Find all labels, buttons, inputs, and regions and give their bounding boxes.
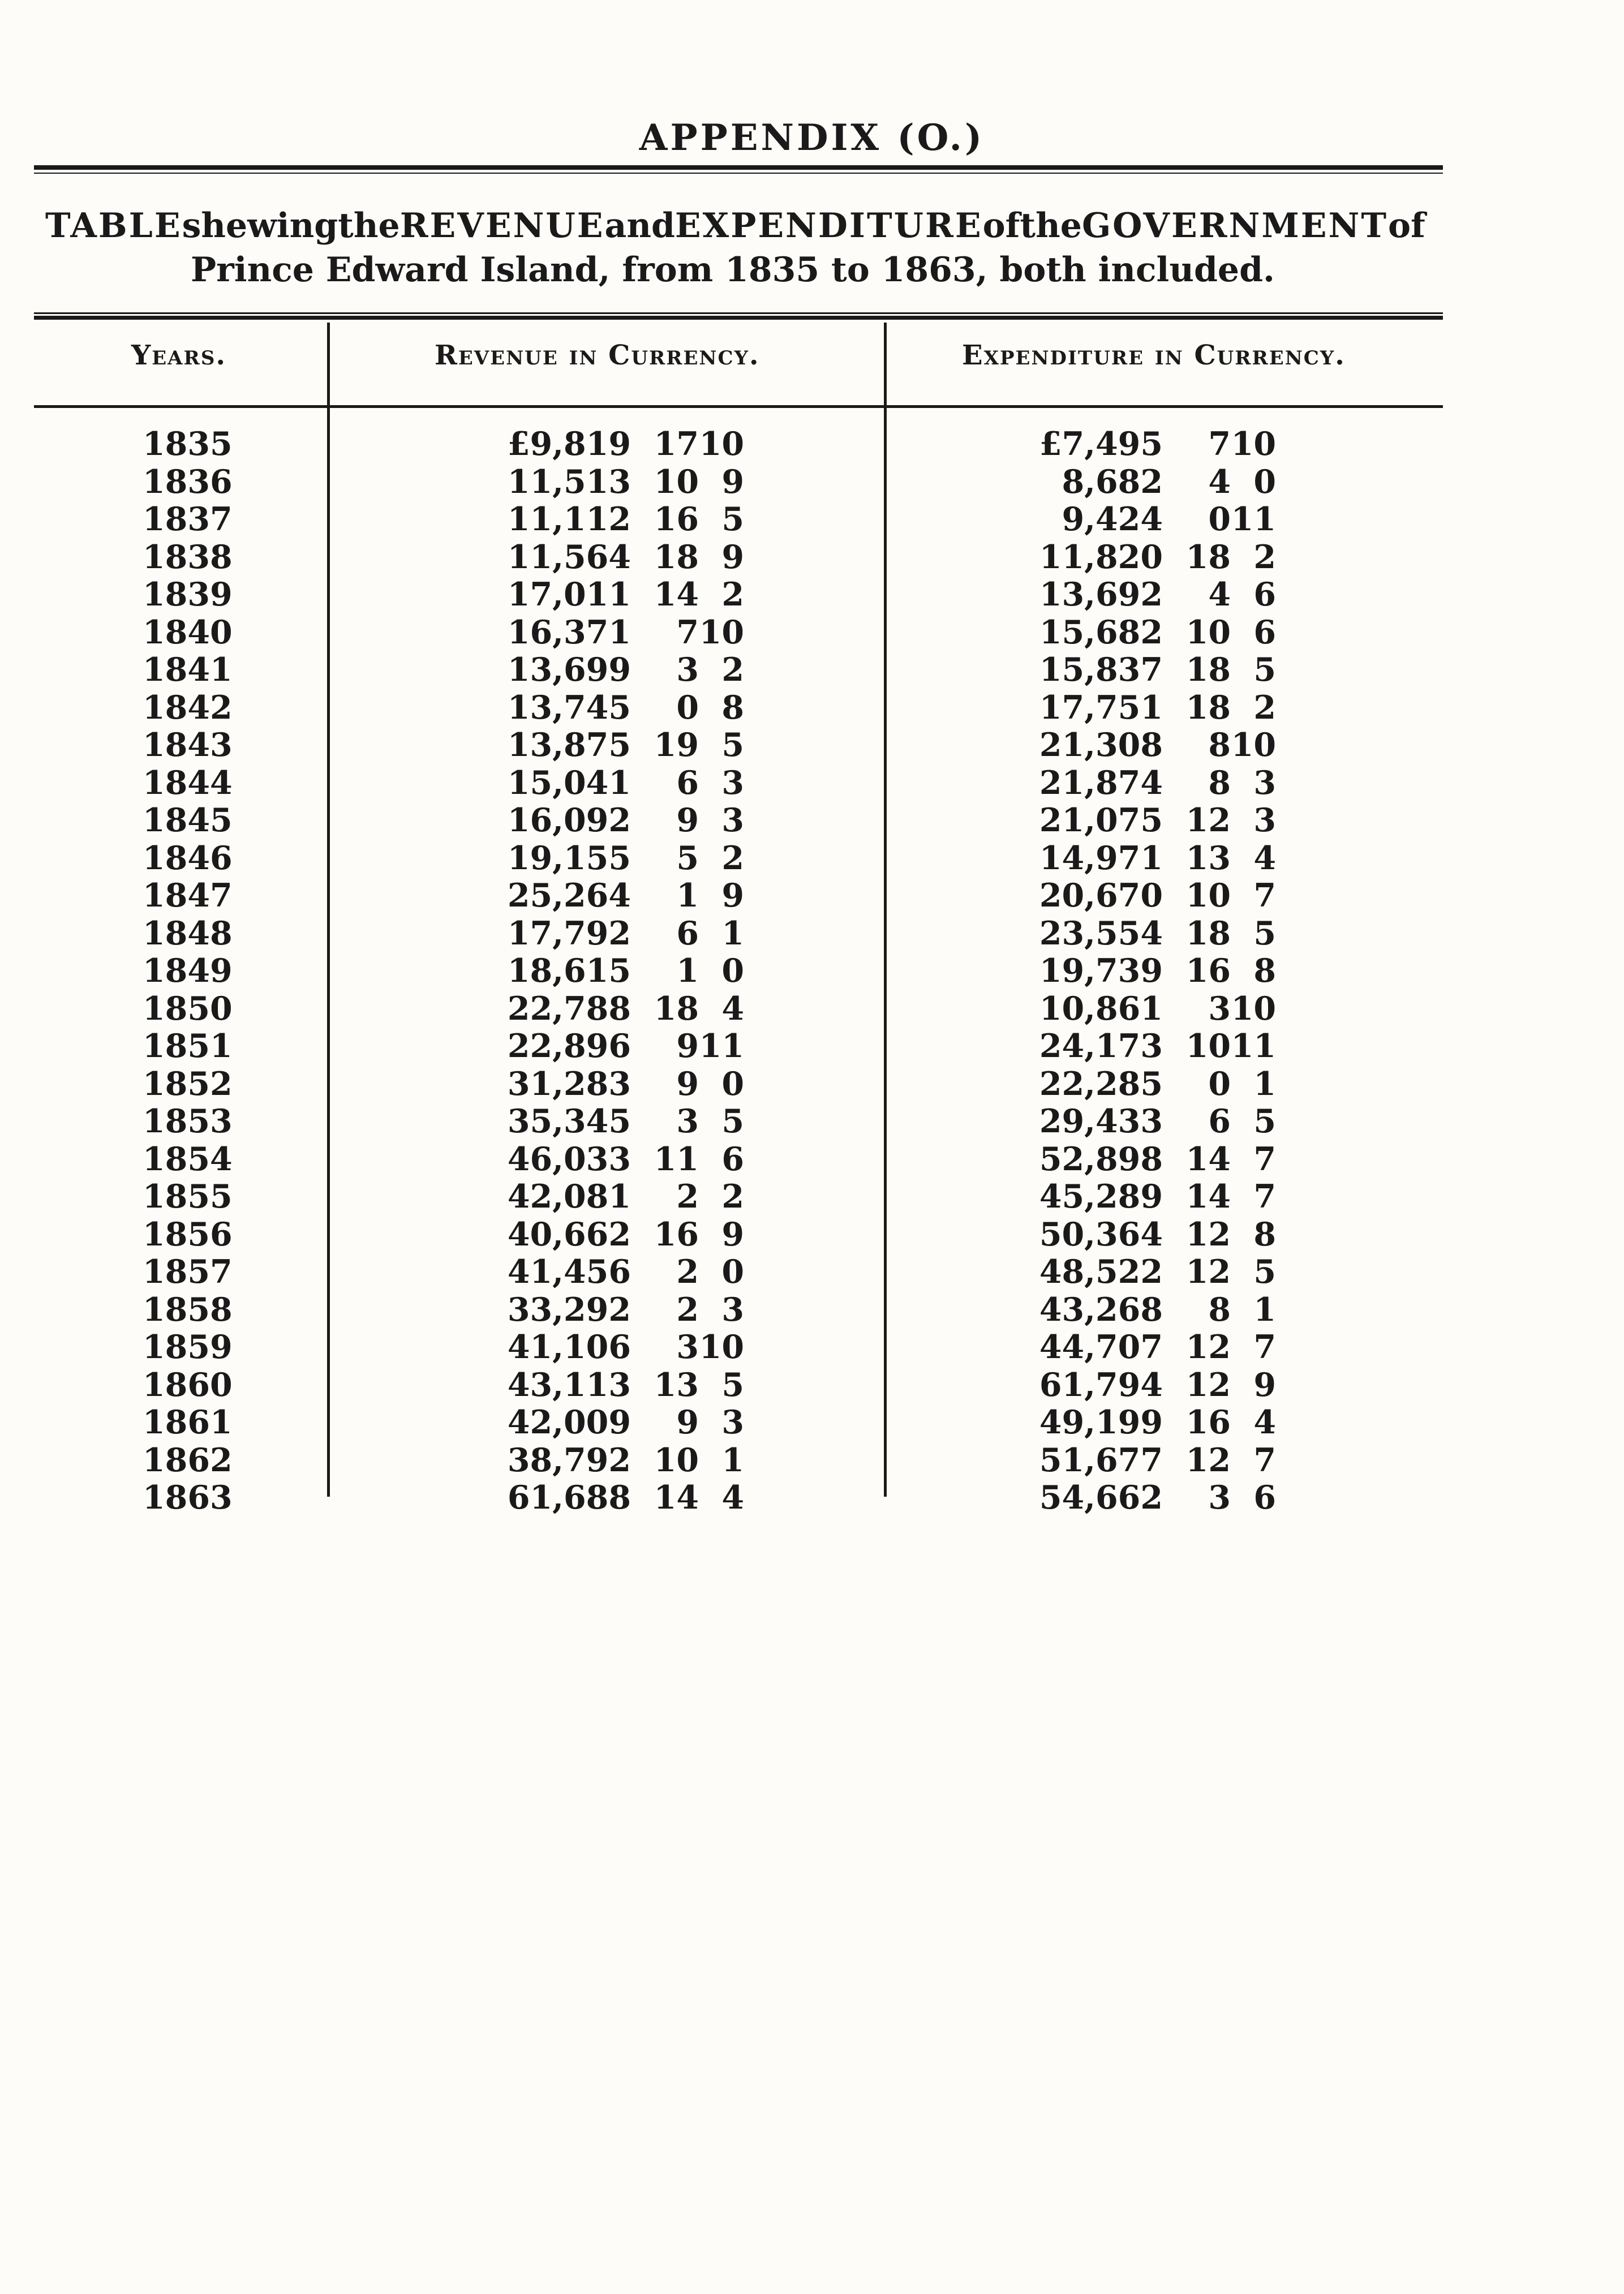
revenue-cell-shillings: 16 bbox=[654, 500, 699, 538]
expenditure-cell-pence: 10 bbox=[1231, 989, 1276, 1028]
year-cell: 1843 bbox=[143, 726, 233, 764]
expenditure-cell bbox=[1030, 1066, 1276, 1103]
revenue-cell bbox=[498, 952, 744, 990]
column-divider-1 bbox=[327, 323, 330, 1497]
expenditure-cell bbox=[1030, 1329, 1276, 1367]
year-cell: 1855 bbox=[143, 1178, 233, 1215]
revenue-cell-pence: 3 bbox=[721, 1403, 744, 1441]
revenue-cell bbox=[498, 426, 744, 463]
year-cell: 1847 bbox=[143, 877, 233, 914]
column-divider-2 bbox=[884, 323, 887, 1497]
revenue-cell-pounds: £9,819 bbox=[507, 425, 631, 463]
expenditure-cell bbox=[1030, 840, 1276, 878]
expenditure-cell-pounds: 44,707 bbox=[1039, 1328, 1163, 1366]
expenditure-cell bbox=[1030, 1253, 1276, 1291]
expenditure-cell-pence: 5 bbox=[1253, 914, 1276, 952]
expenditure-cell-shillings: 8 bbox=[1208, 1290, 1231, 1329]
revenue-cell-pence: 9 bbox=[721, 538, 744, 576]
year-cell: 1835 bbox=[143, 425, 233, 463]
expenditure-cell-pence: 5 bbox=[1253, 1102, 1276, 1140]
expenditure-cell-pounds: 9,424 bbox=[1062, 500, 1163, 538]
expenditure-cell bbox=[1030, 1442, 1276, 1480]
revenue-cell-shillings: 2 bbox=[676, 1253, 699, 1291]
expenditure-cell-pounds: 21,075 bbox=[1039, 801, 1163, 839]
expenditure-cell bbox=[1030, 1141, 1276, 1179]
revenue-cell-pounds: 17,011 bbox=[507, 575, 631, 613]
revenue-cell-shillings: 6 bbox=[676, 914, 699, 952]
expenditure-cell-shillings: 16 bbox=[1185, 952, 1231, 990]
expenditure-cell-pounds: 43,268 bbox=[1039, 1290, 1163, 1329]
expenditure-cell-shillings: 8 bbox=[1208, 763, 1231, 802]
expenditure-cell bbox=[1030, 990, 1276, 1028]
revenue-cell bbox=[498, 764, 744, 802]
expenditure-cell bbox=[1030, 764, 1276, 802]
year-cell: 1856 bbox=[143, 1215, 233, 1253]
expenditure-cell-pounds: 23,554 bbox=[1039, 914, 1163, 952]
revenue-cell-pence: 3 bbox=[721, 1290, 744, 1329]
revenue-cell bbox=[498, 990, 744, 1028]
header-rule bbox=[34, 405, 1443, 408]
title-line-1 bbox=[45, 204, 1425, 248]
expenditure-cell-shillings: 12 bbox=[1185, 1365, 1231, 1404]
expenditure-cell bbox=[1030, 689, 1276, 727]
revenue-cell-shillings: 14 bbox=[654, 575, 699, 613]
expenditure-cell-pence: 8 bbox=[1253, 952, 1276, 990]
revenue-cell-pounds: 13,875 bbox=[507, 726, 631, 764]
expenditure-cell-shillings: 7 bbox=[1208, 425, 1231, 463]
revenue-cell-pence: 5 bbox=[721, 1365, 744, 1404]
expenditure-cell-pence: 10 bbox=[1231, 726, 1276, 764]
expenditure-cell-pounds: 21,308 bbox=[1039, 726, 1163, 764]
revenue-cell-pounds: 46,033 bbox=[507, 1140, 631, 1178]
expenditure-cell-pounds: 17,751 bbox=[1039, 688, 1163, 727]
expenditure-cell-pounds: 8,682 bbox=[1062, 462, 1163, 501]
expenditure-cell-pence: 7 bbox=[1253, 1441, 1276, 1479]
expenditure-cell-pence: 2 bbox=[1253, 688, 1276, 727]
expenditure-cell bbox=[1030, 614, 1276, 652]
title-line-2: Prince Edward Island, from 1835 to 1863, both included. bbox=[191, 250, 1275, 290]
revenue-cell bbox=[498, 1028, 744, 1066]
year-cell: 1863 bbox=[143, 1479, 233, 1517]
revenue-cell-pounds: 43,113 bbox=[507, 1365, 631, 1404]
year-cell: 1862 bbox=[143, 1441, 233, 1479]
expenditure-cell-pounds: 61,794 bbox=[1039, 1365, 1163, 1404]
expenditure-cell bbox=[1030, 1028, 1276, 1066]
expenditure-cell-pounds: 15,837 bbox=[1039, 651, 1163, 689]
title-word: of bbox=[1388, 206, 1425, 246]
revenue-cell bbox=[498, 1066, 744, 1103]
revenue-cell-pounds: 31,283 bbox=[507, 1064, 631, 1103]
expenditure-cell-shillings: 12 bbox=[1185, 1328, 1231, 1366]
revenue-cell-pence: 11 bbox=[699, 1027, 744, 1065]
revenue-cell-pounds: 42,009 bbox=[507, 1403, 631, 1441]
revenue-cell bbox=[498, 1329, 744, 1367]
expenditure-cell-pence: 8 bbox=[1253, 1215, 1276, 1253]
expenditure-cell bbox=[1030, 877, 1276, 915]
expenditure-cell bbox=[1030, 1404, 1276, 1442]
revenue-cell-shillings: 13 bbox=[654, 1365, 699, 1404]
expenditure-cell-pence: 9 bbox=[1253, 1365, 1276, 1404]
revenue-cell-shillings: 14 bbox=[654, 1479, 699, 1517]
expenditure-cell-shillings: 18 bbox=[1185, 651, 1231, 689]
revenue-cell-pounds: 16,371 bbox=[507, 613, 631, 651]
expenditure-cell-shillings: 12 bbox=[1185, 801, 1231, 839]
expenditure-cell-pounds: 24,173 bbox=[1039, 1027, 1163, 1065]
expenditure-cell-pence: 11 bbox=[1231, 1027, 1276, 1065]
revenue-cell-pence: 3 bbox=[721, 801, 744, 839]
revenue-cell-pounds: 11,112 bbox=[507, 500, 631, 538]
revenue-cell bbox=[498, 539, 744, 577]
header-revenue: Revenue in Currency. bbox=[435, 340, 760, 371]
revenue-cell bbox=[498, 501, 744, 539]
revenue-cell bbox=[498, 1404, 744, 1442]
revenue-cell bbox=[498, 614, 744, 652]
expenditure-cell-shillings: 10 bbox=[1185, 613, 1231, 651]
top-rule-thick bbox=[34, 165, 1443, 170]
revenue-cell bbox=[498, 1291, 744, 1329]
revenue-cell-pence: 3 bbox=[721, 763, 744, 802]
expenditure-cell bbox=[1030, 651, 1276, 689]
revenue-cell bbox=[498, 1479, 744, 1517]
expenditure-cell-pounds: 54,662 bbox=[1039, 1479, 1163, 1517]
year-cell: 1860 bbox=[143, 1365, 233, 1404]
revenue-cell-pence: 5 bbox=[721, 500, 744, 538]
expenditure-cell-shillings: 18 bbox=[1185, 688, 1231, 727]
expenditure-cell-shillings: 3 bbox=[1208, 989, 1231, 1028]
revenue-cell-shillings: 9 bbox=[676, 1027, 699, 1065]
expenditure-cell-shillings: 18 bbox=[1185, 914, 1231, 952]
expenditure-cell-shillings: 14 bbox=[1185, 1178, 1231, 1215]
expenditure-cell-pounds: 15,682 bbox=[1039, 613, 1163, 651]
expenditure-cell-pence: 7 bbox=[1253, 1140, 1276, 1178]
revenue-cell bbox=[498, 840, 744, 878]
revenue-cell-pounds: 16,092 bbox=[507, 801, 631, 839]
year-cell: 1861 bbox=[143, 1403, 233, 1441]
revenue-cell-pence: 9 bbox=[721, 877, 744, 914]
expenditure-cell bbox=[1030, 952, 1276, 990]
revenue-cell-pence: 2 bbox=[721, 1178, 744, 1215]
expenditure-cell-pounds: 20,670 bbox=[1039, 877, 1163, 914]
revenue-cell-pence: 0 bbox=[721, 1253, 744, 1291]
year-cell: 1858 bbox=[143, 1290, 233, 1329]
expenditure-cell bbox=[1030, 463, 1276, 501]
expenditure-cell-pounds: 21,874 bbox=[1039, 763, 1163, 802]
revenue-cell bbox=[498, 1178, 744, 1216]
revenue-cell bbox=[498, 1141, 744, 1179]
revenue-cell bbox=[498, 651, 744, 689]
header-expenditure: Expenditure in Currency. bbox=[962, 340, 1346, 371]
revenue-cell-pounds: 13,745 bbox=[507, 688, 631, 727]
revenue-cell-pounds: 15,041 bbox=[507, 763, 631, 802]
appendix-heading: APPENDIX (O.) bbox=[639, 117, 985, 159]
revenue-cell-pence: 1 bbox=[721, 1441, 744, 1479]
year-cell: 1852 bbox=[143, 1064, 233, 1103]
year-cell: 1842 bbox=[143, 688, 233, 727]
expenditure-cell-shillings: 12 bbox=[1185, 1253, 1231, 1291]
revenue-cell-pence: 1 bbox=[721, 914, 744, 952]
revenue-cell-pounds: 13,699 bbox=[507, 651, 631, 689]
revenue-cell-shillings: 19 bbox=[654, 726, 699, 764]
expenditure-cell-pounds: 14,971 bbox=[1039, 839, 1163, 877]
revenue-cell-pounds: 17,792 bbox=[507, 914, 631, 952]
revenue-cell-shillings: 0 bbox=[676, 688, 699, 727]
revenue-cell-shillings: 17 bbox=[654, 425, 699, 463]
expenditure-cell bbox=[1030, 1291, 1276, 1329]
revenue-cell-pounds: 22,896 bbox=[507, 1027, 631, 1065]
expenditure-cell-pence: 7 bbox=[1253, 1178, 1276, 1215]
expenditure-cell-shillings: 18 bbox=[1185, 538, 1231, 576]
expenditure-cell-shillings: 12 bbox=[1185, 1215, 1231, 1253]
expenditure-cell-pence: 4 bbox=[1253, 839, 1276, 877]
revenue-cell-pounds: 18,615 bbox=[507, 952, 631, 990]
year-cell: 1838 bbox=[143, 538, 233, 576]
expenditure-cell-pounds: 49,199 bbox=[1039, 1403, 1163, 1441]
revenue-cell-shillings: 6 bbox=[676, 763, 699, 802]
expenditure-cell-pounds: 51,677 bbox=[1039, 1441, 1163, 1479]
revenue-cell-shillings: 3 bbox=[676, 1102, 699, 1140]
expenditure-cell-shillings: 4 bbox=[1208, 575, 1231, 613]
revenue-cell-pence: 5 bbox=[721, 726, 744, 764]
expenditure-cell-pence: 5 bbox=[1253, 1253, 1276, 1291]
expenditure-cell-shillings: 6 bbox=[1208, 1102, 1231, 1140]
expenditure-cell bbox=[1030, 576, 1276, 614]
revenue-cell-pence: 2 bbox=[721, 839, 744, 877]
title-word: EXPENDITURE bbox=[674, 206, 983, 246]
expenditure-cell-shillings: 0 bbox=[1208, 1064, 1231, 1103]
expenditure-column bbox=[1030, 426, 1276, 1517]
revenue-cell-pounds: 41,456 bbox=[507, 1253, 631, 1291]
expenditure-cell-shillings: 0 bbox=[1208, 500, 1231, 538]
revenue-cell-pounds: 42,081 bbox=[507, 1178, 631, 1215]
revenue-cell-shillings: 16 bbox=[654, 1215, 699, 1253]
revenue-cell-pence: 5 bbox=[721, 1102, 744, 1140]
expenditure-cell-pounds: 11,820 bbox=[1039, 538, 1163, 576]
revenue-cell-pence: 8 bbox=[721, 688, 744, 727]
revenue-cell-pence: 2 bbox=[721, 575, 744, 613]
revenue-cell-pounds: 11,513 bbox=[507, 462, 631, 501]
revenue-cell-pounds: 11,564 bbox=[507, 538, 631, 576]
title-word: and bbox=[604, 206, 675, 246]
revenue-cell-pounds: 61,688 bbox=[507, 1479, 631, 1517]
expenditure-cell-shillings: 10 bbox=[1185, 877, 1231, 914]
expenditure-cell-pounds: 13,692 bbox=[1039, 575, 1163, 613]
revenue-cell bbox=[498, 576, 744, 614]
revenue-cell bbox=[498, 1442, 744, 1480]
year-cell: 1851 bbox=[143, 1027, 233, 1065]
revenue-cell-pence: 10 bbox=[699, 613, 744, 651]
expenditure-cell-shillings: 10 bbox=[1185, 1027, 1231, 1065]
expenditure-cell bbox=[1030, 1103, 1276, 1141]
revenue-cell bbox=[498, 802, 744, 840]
revenue-cell-pence: 10 bbox=[699, 425, 744, 463]
expenditure-cell-pence: 6 bbox=[1253, 575, 1276, 613]
expenditure-cell bbox=[1030, 501, 1276, 539]
expenditure-cell-pounds: 10,861 bbox=[1039, 989, 1163, 1028]
revenue-cell-pence: 9 bbox=[721, 1215, 744, 1253]
year-cell: 1859 bbox=[143, 1328, 233, 1366]
expenditure-cell bbox=[1030, 1367, 1276, 1404]
expenditure-cell-pence: 5 bbox=[1253, 651, 1276, 689]
revenue-cell bbox=[498, 463, 744, 501]
expenditure-cell-shillings: 13 bbox=[1185, 839, 1231, 877]
revenue-cell-shillings: 10 bbox=[654, 1441, 699, 1479]
table-title bbox=[45, 204, 1425, 292]
expenditure-cell-pence: 0 bbox=[1253, 462, 1276, 501]
expenditure-cell-pence: 6 bbox=[1253, 1479, 1276, 1517]
expenditure-cell-pence: 4 bbox=[1253, 1403, 1276, 1441]
revenue-cell bbox=[498, 915, 744, 953]
year-cell: 1837 bbox=[143, 500, 233, 538]
expenditure-cell-pounds: 52,898 bbox=[1039, 1140, 1163, 1178]
expenditure-cell-pounds: £7,495 bbox=[1039, 425, 1163, 463]
revenue-cell-pence: 9 bbox=[721, 462, 744, 501]
revenue-cell-shillings: 3 bbox=[676, 651, 699, 689]
expenditure-cell-pounds: 48,522 bbox=[1039, 1253, 1163, 1291]
revenue-cell-shillings: 11 bbox=[654, 1140, 699, 1178]
expenditure-cell bbox=[1030, 1479, 1276, 1517]
revenue-cell-shillings: 18 bbox=[654, 989, 699, 1028]
revenue-cell-shillings: 2 bbox=[676, 1178, 699, 1215]
expenditure-cell bbox=[1030, 915, 1276, 953]
years-column bbox=[143, 426, 256, 1517]
year-cell: 1836 bbox=[143, 462, 233, 501]
expenditure-cell-pence: 1 bbox=[1253, 1064, 1276, 1103]
revenue-cell-shillings: 7 bbox=[676, 613, 699, 651]
header-years: Years. bbox=[131, 340, 227, 371]
expenditure-cell-pence: 3 bbox=[1253, 763, 1276, 802]
revenue-cell-pence: 4 bbox=[721, 989, 744, 1028]
year-cell: 1850 bbox=[143, 989, 233, 1028]
revenue-cell-pounds: 35,345 bbox=[507, 1102, 631, 1140]
title-rule-top bbox=[34, 312, 1443, 314]
title-rule-bottom bbox=[34, 316, 1443, 320]
top-rule-thin bbox=[34, 173, 1443, 174]
revenue-cell bbox=[498, 877, 744, 915]
revenue-cell-shillings: 1 bbox=[676, 877, 699, 914]
revenue-cell-pounds: 40,662 bbox=[507, 1215, 631, 1253]
expenditure-cell-pounds: 19,739 bbox=[1039, 952, 1163, 990]
revenue-cell-shillings: 2 bbox=[676, 1290, 699, 1329]
expenditure-cell bbox=[1030, 539, 1276, 577]
revenue-cell-pounds: 22,788 bbox=[507, 989, 631, 1028]
revenue-cell bbox=[498, 1216, 744, 1254]
revenue-cell-shillings: 3 bbox=[676, 1328, 699, 1366]
revenue-cell bbox=[498, 689, 744, 727]
expenditure-cell bbox=[1030, 802, 1276, 840]
revenue-cell bbox=[498, 1253, 744, 1291]
revenue-cell bbox=[498, 1103, 744, 1141]
revenue-cell-shillings: 10 bbox=[654, 462, 699, 501]
expenditure-cell-pounds: 22,285 bbox=[1039, 1064, 1163, 1103]
year-cell: 1840 bbox=[143, 613, 233, 651]
expenditure-cell-shillings: 8 bbox=[1208, 726, 1231, 764]
revenue-cell-pounds: 38,792 bbox=[507, 1441, 631, 1479]
year-cell: 1853 bbox=[143, 1102, 233, 1140]
revenue-cell-shillings: 9 bbox=[676, 801, 699, 839]
title-word: shewing bbox=[182, 206, 338, 246]
revenue-cell-pounds: 19,155 bbox=[507, 839, 631, 877]
expenditure-cell-pence: 2 bbox=[1253, 538, 1276, 576]
expenditure-cell-pence: 11 bbox=[1231, 500, 1276, 538]
expenditure-cell-shillings: 12 bbox=[1185, 1441, 1231, 1479]
revenue-cell-shillings: 18 bbox=[654, 538, 699, 576]
title-word: the bbox=[1020, 206, 1082, 246]
revenue-cell-shillings: 9 bbox=[676, 1403, 699, 1441]
year-cell: 1854 bbox=[143, 1140, 233, 1178]
expenditure-cell bbox=[1030, 1216, 1276, 1254]
revenue-cell-pence: 6 bbox=[721, 1140, 744, 1178]
expenditure-cell bbox=[1030, 727, 1276, 764]
year-cell: 1848 bbox=[143, 914, 233, 952]
expenditure-cell-shillings: 16 bbox=[1185, 1403, 1231, 1441]
expenditure-cell-pence: 7 bbox=[1253, 1328, 1276, 1366]
title-word: GOVERNMENT bbox=[1081, 206, 1389, 246]
revenue-cell-pence: 0 bbox=[721, 1064, 744, 1103]
title-word: of bbox=[982, 206, 1020, 246]
year-cell: 1857 bbox=[143, 1253, 233, 1291]
title-word: REVENUE bbox=[399, 206, 605, 246]
revenue-cell-pence: 4 bbox=[721, 1479, 744, 1517]
revenue-cell-pence: 2 bbox=[721, 651, 744, 689]
year-cell: 1846 bbox=[143, 839, 233, 877]
expenditure-cell-pence: 7 bbox=[1253, 877, 1276, 914]
revenue-cell-shillings: 9 bbox=[676, 1064, 699, 1103]
expenditure-cell-pounds: 29,433 bbox=[1039, 1102, 1163, 1140]
expenditure-cell bbox=[1030, 1178, 1276, 1216]
revenue-cell-pence: 0 bbox=[721, 952, 744, 990]
expenditure-cell-pounds: 50,364 bbox=[1039, 1215, 1163, 1253]
title-word: TABLE bbox=[45, 206, 182, 246]
revenue-cell-pounds: 41,106 bbox=[507, 1328, 631, 1366]
year-cell: 1845 bbox=[143, 801, 233, 839]
revenue-cell-pounds: 33,292 bbox=[507, 1290, 631, 1329]
expenditure-cell-pence: 10 bbox=[1231, 425, 1276, 463]
year-cell: 1839 bbox=[143, 575, 233, 613]
expenditure-cell-shillings: 3 bbox=[1208, 1479, 1231, 1517]
revenue-cell-shillings: 1 bbox=[676, 952, 699, 990]
expenditure-cell-shillings: 14 bbox=[1185, 1140, 1231, 1178]
revenue-cell bbox=[498, 727, 744, 764]
year-cell: 1844 bbox=[143, 763, 233, 802]
title-word: the bbox=[338, 206, 400, 246]
expenditure-cell bbox=[1030, 426, 1276, 463]
expenditure-cell-pence: 3 bbox=[1253, 801, 1276, 839]
expenditure-cell-pence: 1 bbox=[1253, 1290, 1276, 1329]
expenditure-cell-pounds: 45,289 bbox=[1039, 1178, 1163, 1215]
expenditure-cell-shillings: 4 bbox=[1208, 462, 1231, 501]
year-cell: 1841 bbox=[143, 651, 233, 689]
revenue-column bbox=[498, 426, 744, 1517]
revenue-cell-shillings: 5 bbox=[676, 839, 699, 877]
revenue-cell bbox=[498, 1367, 744, 1404]
year-cell: 1849 bbox=[143, 952, 233, 990]
revenue-cell-pounds: 25,264 bbox=[507, 877, 631, 914]
revenue-cell-pence: 10 bbox=[699, 1328, 744, 1366]
expenditure-cell-pence: 6 bbox=[1253, 613, 1276, 651]
